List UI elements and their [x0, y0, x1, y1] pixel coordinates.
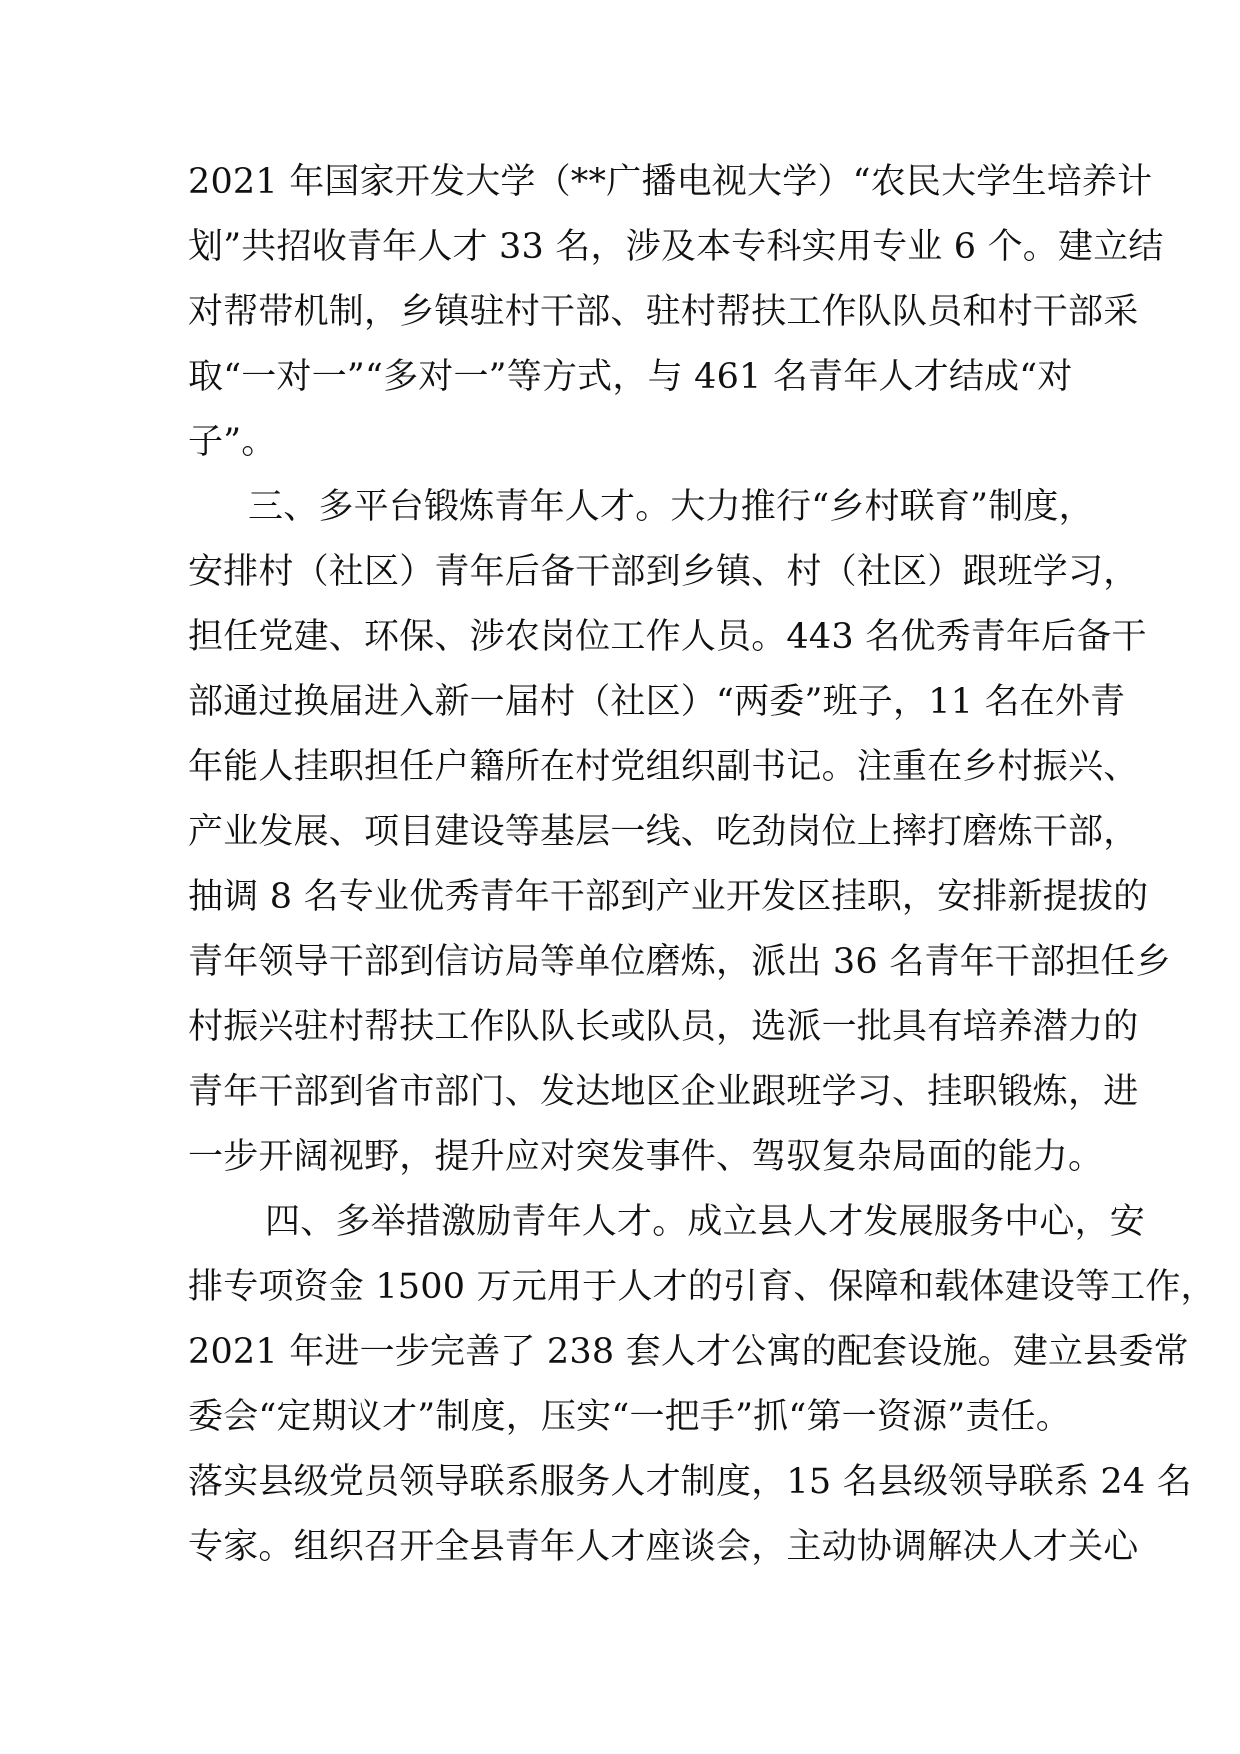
- text-line: 2021 年进一步完善了 238 套人才公寓的配套设施。建立县委常: [188, 1332, 1189, 1372]
- section-heading-line: 四、多举措激励青年人才。成立县人才发展服务中心，安: [265, 1202, 1146, 1242]
- text-line: 担任党建、环保、涉农岗位工作人员。443 名优秀青年后备干: [188, 617, 1147, 657]
- text-line: 青年领导干部到信访局等单位磨炼，派出 36 名青年干部担任乡: [188, 942, 1171, 982]
- text-line: 年能人挂职担任户籍所在村党组织副书记。注重在乡村振兴、: [188, 747, 1139, 787]
- text-line: 村振兴驻村帮扶工作队队长或队员，选派一批具有培养潜力的: [188, 1007, 1139, 1047]
- text-line: 排专项资金 1500 万元用于人才的引育、保障和载体建设等工作，: [188, 1267, 1216, 1307]
- text-line: 产业发展、项目建设等基层一线、吃劲岗位上摔打磨炼干部，: [188, 812, 1139, 852]
- text-line: 委会“定期议才”制度，压实“一把手”抓“第一资源”责任。: [188, 1397, 1071, 1437]
- text-line: 取“一对一”“多对一”等方式，与 461 名青年人才结成“对: [188, 357, 1073, 397]
- text-line: 落实县级党员领导联系服务人才制度，15 名县级领导联系 24 名: [188, 1462, 1192, 1502]
- text-line: 划”共招收青年人才 33 名，涉及本专科实用专业 6 个。建立结: [188, 227, 1164, 267]
- text-line: 部通过换届进入新一届村（社区）“两委”班子，11 名在外青: [188, 682, 1126, 722]
- text-line: 抽调 8 名专业优秀青年干部到产业开发区挂职，安排新提拔的: [188, 877, 1149, 917]
- text-line: 2021 年国家开发大学（**广播电视大学）“农民大学生培养计: [188, 162, 1153, 202]
- text-line: 青年干部到省市部门、发达地区企业跟班学习、挂职锻炼，进: [188, 1072, 1139, 1112]
- text-line: 专家。组织召开全县青年人才座谈会，主动协调解决人才关心: [188, 1527, 1139, 1567]
- text-line: 一步开阔视野，提升应对突发事件、驾驭复杂局面的能力。: [188, 1137, 1104, 1177]
- section-heading-line: 三、多平台锻炼青年人才。大力推行“乡村联育”制度，: [248, 487, 1094, 527]
- text-line: 安排村（社区）青年后备干部到乡镇、村（社区）跟班学习，: [188, 552, 1139, 592]
- text-line: 子”。: [188, 422, 277, 462]
- text-line: 对帮带机制，乡镇驻村干部、驻村帮扶工作队队员和村干部采: [188, 292, 1139, 332]
